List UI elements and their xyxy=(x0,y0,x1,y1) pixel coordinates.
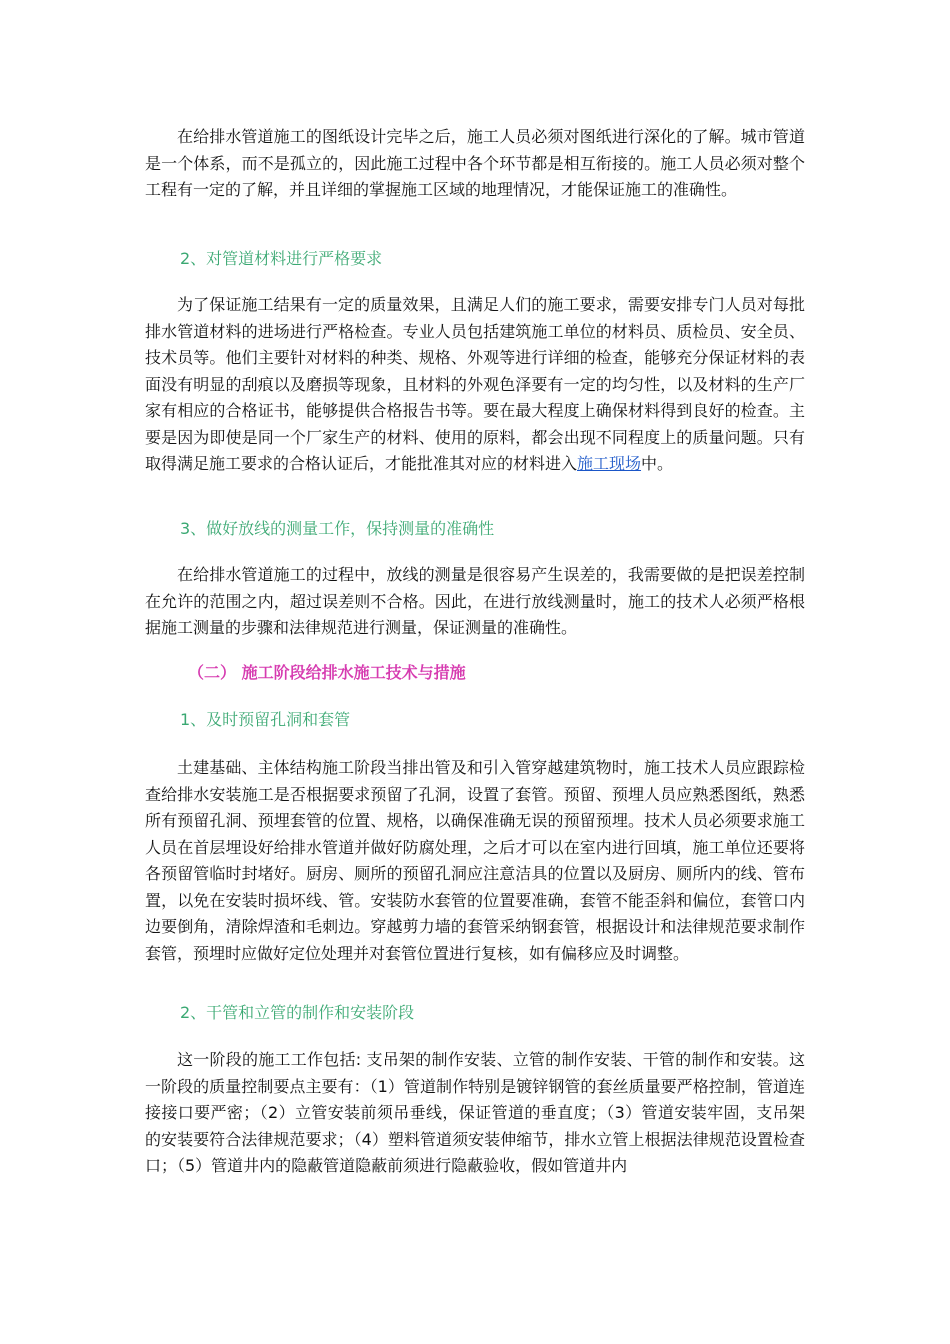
heading-reserved-holes: 1、及时预留孔洞和套管 xyxy=(180,710,351,729)
construction-site-link[interactable]: 施工现场 xyxy=(577,454,642,473)
paragraph-material-tail: 中。 xyxy=(641,454,674,473)
paragraph-pipe-installation: 这一阶段的施工工作包括: 支吊架的制作安装、立管的制作安装、干管的制作和安装。这一阶段的质量控制要点主要有：（1）管道制作特别是镀锌钢管的套丝质量要严格控制，管道连接接口要严密；（2）立管安装前须吊垂线，保证管道的垂直度；（3）管道安装牢固，支吊架的安装要符合法律规范要求；（4）塑料管道须安装伸缩节，排水立管上根据法律规范设置检查口；（5）管道井内的隐蔽管道隐蔽前须进行隐蔽验收，假如管道井内 xyxy=(145,1050,805,1175)
paragraph-material-inspection xyxy=(145,292,805,478)
paragraph-reserved-holes: 土建基础、主体结构施工阶段当排出管及和引入管穿越建筑物时，施工技术人员应跟踪检查给排水安装施工是否根据要求预留了孔洞，设置了套管。预留、预埋人员应熟悉图纸，熟悉所有预留孔洞、预埋套管的位置、规格，以确保准确无误的预留预埋。技术人员必须要求施工人员在首层埋设好给排水管道并做好防腐处理，之后才可以在室内进行回填，施工单位还要将各预留管临时封堵好。厨房、厕所的预留孔洞应注意洁具的位置以及厨房、厕所内的线、管布置，以免在安装时损坏线、管。安装防水套管的位置要准确，套管不能歪斜和偏位，套管口内边要倒角，清除焊渣和毛刺边。穿越剪力墙的套管采纳钢套管，根据设计和法律规范要求制作套管，预埋时应做好定位处理并对套管位置进行复核，如有偏移应及时调整。 xyxy=(145,758,805,963)
heading-surveying: 3、做好放线的测量工作，保持测量的准确性 xyxy=(180,519,495,538)
heading-pipe-installation: 2、干管和立管的制作和安装阶段 xyxy=(180,1003,415,1022)
paragraph-drawing-review: 在给排水管道施工的图纸设计完毕之后，施工人员必须对图纸进行深化的了解。城市管道是一个体系，而不是孤立的，因此施工过程中各个环节都是相互衔接的。施工人员必须对整个工程有一定的了解，并且详细的掌握施工区域的地理情况，才能保证施工的准确性。 xyxy=(145,127,805,199)
section-title-construction-stage: （二） 施工阶段给排水施工技术与措施 xyxy=(188,663,466,682)
paragraph-material-text: 为了保证施工结果有一定的质量效果，且满足人们的施工要求，需要安排专门人员对每批排水管道材料的进场进行严格检查。专业人员包括建筑施工单位的材料员、质检员、安全员、技术员等。他们主要针对材料的种类、规格、外观等进行详细的检查，能够充分保证材料的表面没有明显的刮痕以及磨损等现象，且材料的外观色泽要有一定的均匀性，以及材料的生产厂家有相应的合格证书，能够提供合格报告书等。要在最大程度上确保材料得到良好的检查。主要是因为即使是同一个厂家生产的材料、使用的原料，都会出现不同程度上的质量问题。只有取得满足施工要求的合格认证后，才能批准其对应的材料进入 xyxy=(145,295,805,473)
heading-material-requirements: 2、对管道材料进行严格要求 xyxy=(180,249,383,268)
paragraph-surveying: 在给排水管道施工的过程中，放线的测量是很容易产生误差的，我需要做的是把误差控制在允许的范围之内，超过误差则不合格。因此，在进行放线测量时，施工的技术人必须严格根据施工测量的步骤和法律规范进行测量，保证测量的准确性。 xyxy=(145,565,805,637)
